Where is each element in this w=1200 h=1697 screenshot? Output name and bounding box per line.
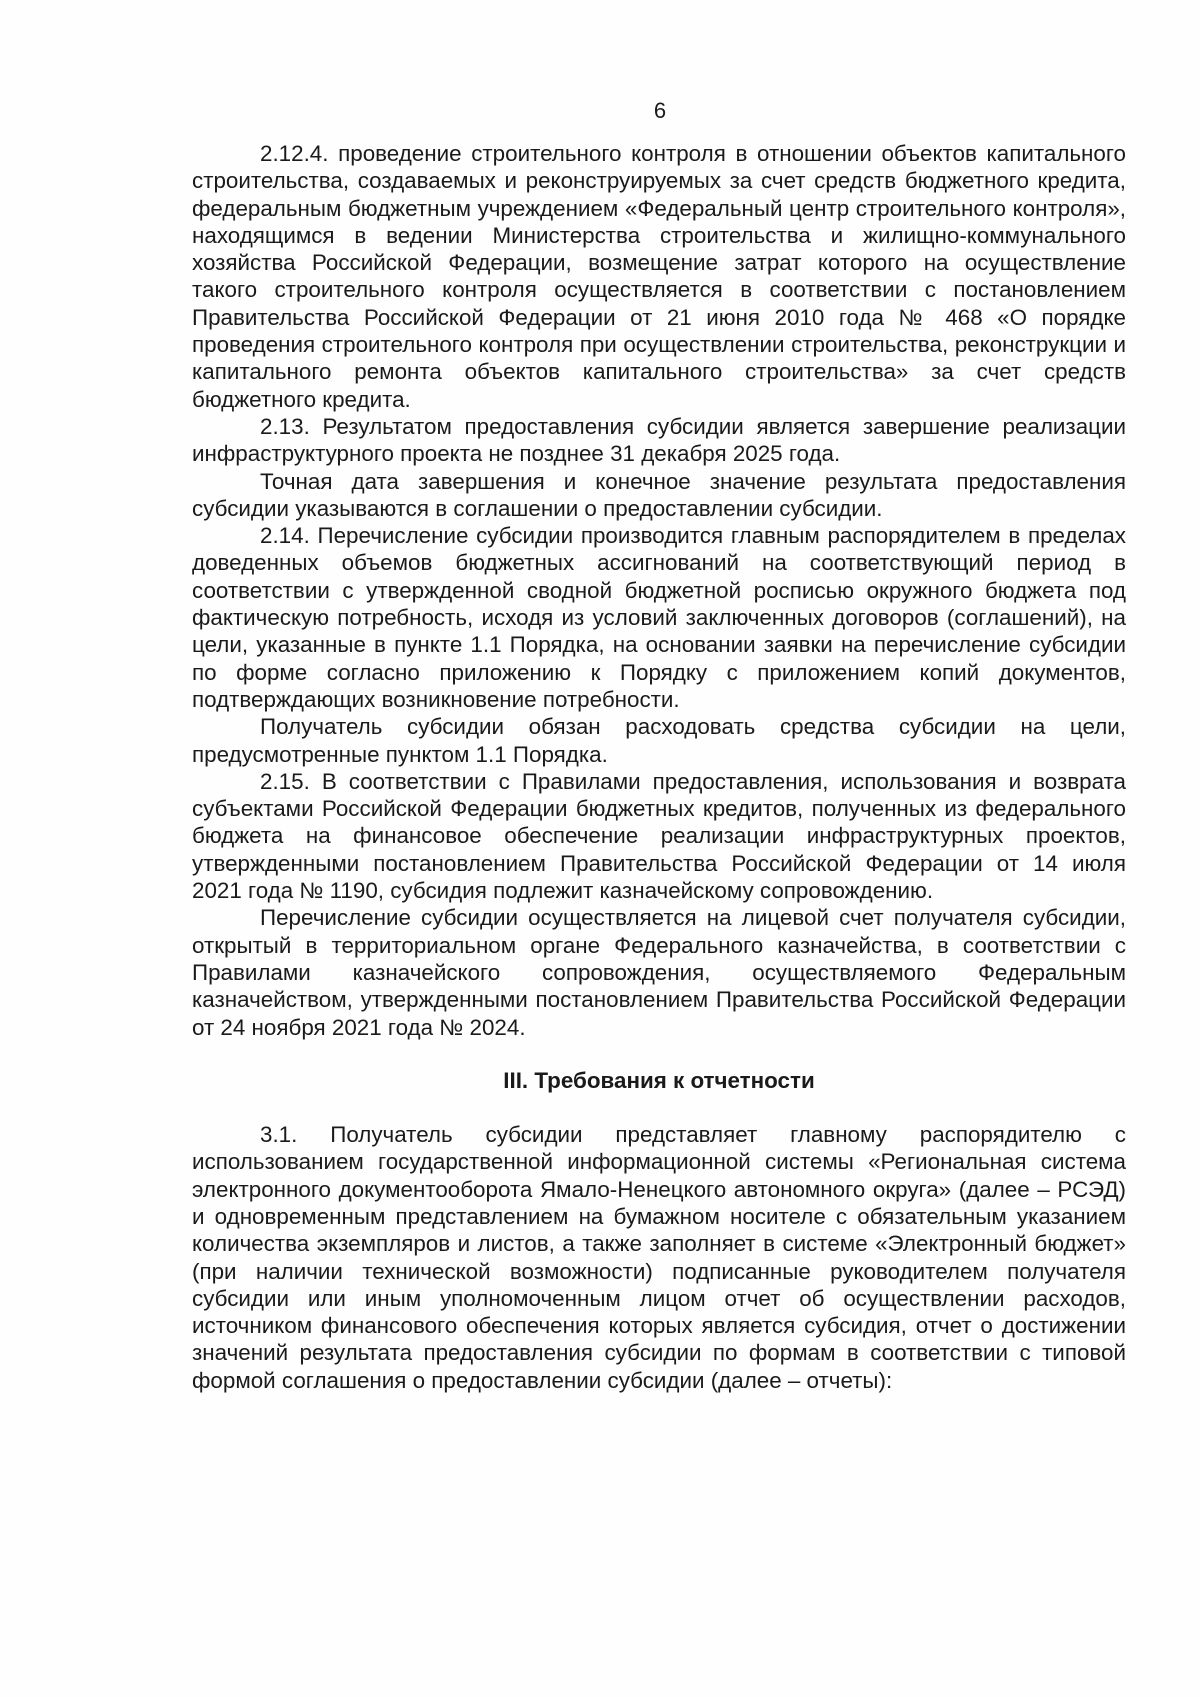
paragraph-2-15-transfer: Перечисление субсидии осуществляется на лицевой счет получателя субсидии, открытый в территориальном органе Федерального казначейства, в соответствии с Правилами казначейского сопровождения, осуществляемого Федеральным казначейством, утвержденными постановлением Правительства Российской Федерации от 24 ноября 2021 года № 2024. [192, 905, 1126, 1040]
paragraph-2-15: 2.15. В соответствии с Правилами предоставления, использования и возврата субъектами Российской Федерации бюджетных кредитов, полученных из федерального бюджета на финансовое обеспечение реализации инфраструктурных проектов, утвержденными постановлением Правительства Российской Федерации от 14 июля 2021 года № 1190, субсидия подлежит казначейскому сопровождению. [192, 768, 1126, 904]
paragraph-3-1: 3.1. Получатель субсидии представляет главному распорядителю с использованием государственной информационной системы «Региональная система электронного документооборота Ямало-Ненецкого автономного округа» (далее – РСЭД) и одновременным представлением на бумажном носителе с обязательным указанием количества экземпляров и листов, а также заполняет в системе «Электронный бюджет» (при наличии технической возможности) подписанные руководителем получателя субсидии или иным уполномоченным лицом отчет об осуществлении расходов, источником финансового обеспечения которых является субсидия, отчет о достижении значений результата предоставления субсидии по формам в соответствии с типовой формой соглашения о предоставлении субсидии (далее – отчеты): [192, 1122, 1126, 1393]
paragraph-2-13: 2.13. Результатом предоставления субсидии является завершение реализации инфраструктурного проекта не позднее 31 декабря 2025 года. [192, 413, 1126, 467]
paragraph-2-12-4: 2.12.4. проведение строительного контроля в отношении объектов капитального строительства, создаваемых и реконструируемых за счет средств бюджетного кредита, федеральным бюджетным учреждением «Федеральный центр строительного контроля», находящимся в ведении Министерства строительства и жилищно-коммунального хозяйства Российской Федерации, возмещение затрат которого на осуществление такого строительного контроля осуществляется в соответствии с постановлением Правительства Российской Федерации от 21 июня 2010 года № 468 «О порядке проведения строительного контроля при осуществлении строительства, реконструкции и капитального ремонта объектов капитального строительства» за счет средств бюджетного кредита. [192, 141, 1126, 412]
document-body [192, 140, 1126, 1394]
paragraph-2-13-completion-date: Точная дата завершения и конечное значение результата предоставления субсидии указываются в соглашении о предоставлении субсидии. [192, 468, 1126, 521]
paragraph-2-14-obligation: Получатель субсидии обязан расходовать средства субсидии на цели, предусмотренные пунктом 1.1 Порядка. [192, 714, 1126, 767]
page-number: 6 [653, 98, 667, 123]
section-title-reporting: III. Требования к отчетности [503, 1067, 815, 1093]
paragraph-2-14: 2.14. Перечисление субсидии производится главным распорядителем в пределах доведенных объемов бюджетных ассигнований на соответствующий период в соответствии с утвержденной сводной бюджетной росписью окружного бюджета под фактическую потребность, исходя из условий заключенных договоров (соглашений), на цели, указанные в пункте 1.1 Порядка, на основании заявки на перечисление субсидии по форме согласно приложению к Порядку с приложением копий документов, подтверждающих возникновение потребности. [192, 523, 1126, 712]
